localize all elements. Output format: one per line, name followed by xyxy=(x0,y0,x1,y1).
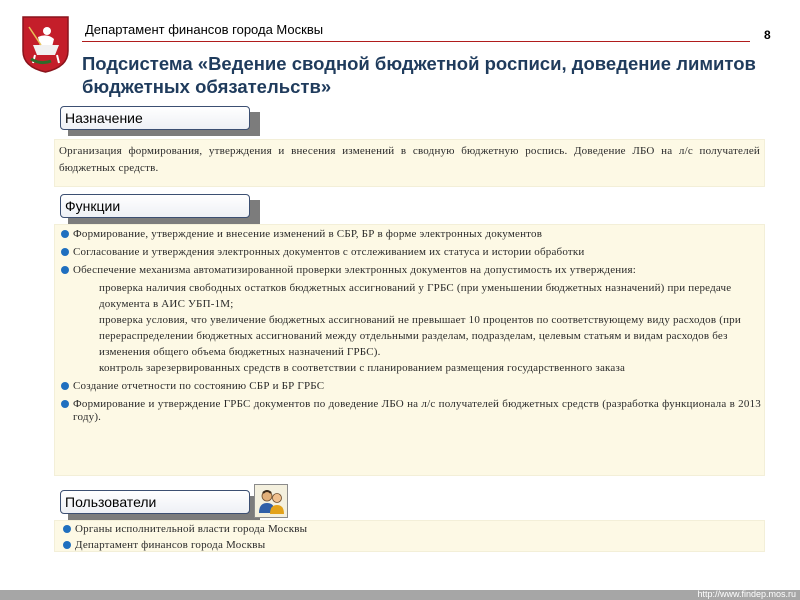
moscow-emblem-icon xyxy=(21,15,70,73)
purpose-panel xyxy=(54,139,765,187)
function-subitem: проверка наличия свободных остатков бюджетных ассигнований у ГРБС (при уменьшении бюджетных назначений) при передаче документа в АИС УБП-1М; xyxy=(99,282,732,310)
section-tab-functions xyxy=(60,194,250,218)
function-subitem: проверка условия, что увеличение бюджетных ассигнований не превышает 10 процентов по соответствующему виду расходов (при перераспределении бюджетных ассигнований между отдельными разделам, подразделам, целевым статьям и видам расходов без изменения общего объема бюджетных назначений ГРБС). xyxy=(99,314,741,358)
department-name: Департамент финансов города Москвы xyxy=(85,22,324,37)
user-item: Органы исполнительной власти города Москвы xyxy=(61,523,760,536)
section-heading-users: Пользователи xyxy=(60,490,250,514)
function-item: Формирование и утверждение ГРБС документов по доведение ЛБО на л/с получателей бюджетных средств (разработка функционала в 2013 году). xyxy=(59,398,761,424)
page-number: 8 xyxy=(764,28,771,42)
users-panel xyxy=(54,520,765,552)
function-item: Обеспечение механизма автоматизированной проверки электронных документов на допустимость их утверждения: xyxy=(59,264,761,277)
footer-bar xyxy=(0,590,800,600)
function-subitem: контроль зарезервированных средств в соответствии с планированием размещения государственного заказа xyxy=(99,362,626,374)
purpose-text: Организация формирования, утверждения и внесения изменений в сводную бюджетную роспись. Доведение ЛБО на л/с получателей бюджетных средств. xyxy=(59,145,760,174)
section-heading-functions: Функции xyxy=(60,194,250,218)
header-divider xyxy=(82,41,750,42)
function-item: Формирование, утверждение и внесение изменений в СБР, БР в форме электронных документов xyxy=(59,228,761,241)
section-heading-purpose: Назначение xyxy=(60,106,250,130)
function-item: Создание отчетности по состоянию СБР и БР ГРБС xyxy=(59,380,761,393)
page-title: Подсистема «Ведение сводной бюджетной росписи, доведение лимитов бюджетных обязательств» xyxy=(82,53,756,97)
section-tab-users xyxy=(60,490,250,514)
users-icon xyxy=(254,484,288,518)
section-tab-purpose xyxy=(60,106,250,130)
user-item: Департамент финансов города Москвы xyxy=(61,539,760,552)
function-item: Согласование и утверждения электронных документов с отслеживанием их статуса и истории обработки xyxy=(59,246,761,259)
footer-url[interactable]: http://www.findep.mos.ru xyxy=(697,589,796,599)
functions-panel xyxy=(54,224,765,476)
